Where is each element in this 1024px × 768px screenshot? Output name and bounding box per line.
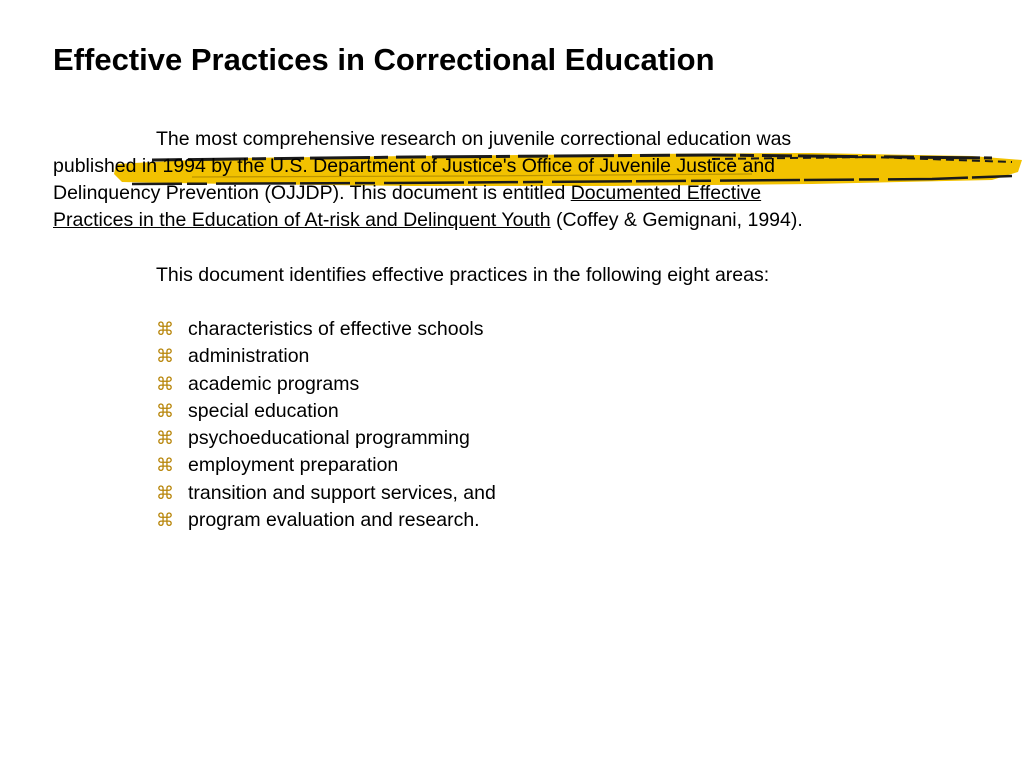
intro-line-2: published in 1994 by the U.S. Department of Justice's Office of Juvenile Justice and [53, 155, 776, 177]
list-item [156, 507, 496, 534]
citation-text: (Coffey & Gemignani, 1994). [550, 209, 803, 231]
command-key-icon: ⌘ [156, 373, 174, 394]
command-key-icon: ⌘ [156, 428, 174, 449]
intro-paragraph [53, 126, 953, 234]
document-title-part-2: Practices in the Education of At-risk and Delinquent Youth [53, 209, 551, 231]
command-key-icon: ⌘ [156, 346, 174, 367]
command-key-icon: ⌘ [156, 455, 174, 476]
list-item [156, 452, 496, 479]
list-item-text: administration [188, 345, 310, 368]
command-key-icon: ⌘ [156, 319, 174, 339]
command-key-icon: ⌘ [156, 510, 174, 531]
list-item-text: program evaluation and research. [188, 509, 480, 532]
practice-areas-list [156, 316, 496, 534]
command-key-icon: ⌘ [156, 482, 174, 503]
intro-line-1: The most comprehensive research on juvenile correctional education was [156, 128, 792, 150]
list-item [156, 398, 496, 425]
command-key-icon: ⌘ [156, 400, 174, 421]
list-item-text: transition and support services, and [188, 481, 496, 504]
page-title: Effective Practices in Correctional Education [53, 42, 715, 77]
list-item-text: special education [188, 399, 339, 422]
document-title-part-1: Documented Effective [570, 182, 762, 204]
list-item [156, 371, 496, 398]
areas-intro-paragraph: This document identifies effective practices in the following eight areas: [156, 264, 770, 286]
list-item-text: psychoeducational programming [188, 427, 470, 450]
list-item [156, 480, 496, 507]
intro-line-3-text: Delinquency Prevention (OJJDP). This document is entitled [53, 182, 571, 204]
list-item-text: academic programs [188, 372, 360, 395]
list-item [156, 316, 496, 343]
list-item [156, 343, 496, 370]
list-item [156, 425, 496, 452]
list-item-text: employment preparation [188, 454, 399, 477]
list-item-text: characteristics of effective schools [188, 318, 484, 340]
